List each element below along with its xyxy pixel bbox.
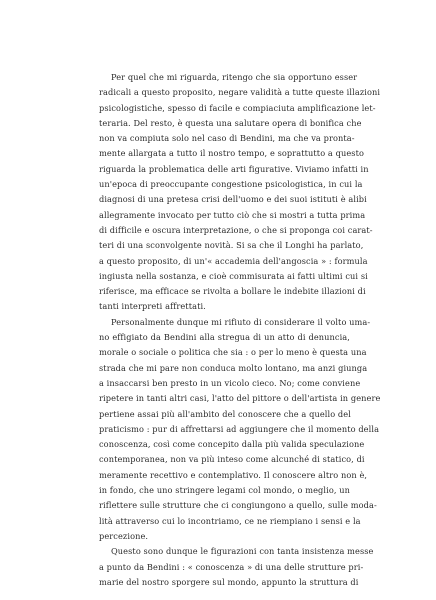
text-line: Per quel che mi riguarda, ritengo che sia opportuno esser [111,72,358,82]
text-line: a questo proposito, di un'« accademia dell'angoscia » : formula [99,255,368,266]
text-line: teraria. Del resto, è questa una salutare opera di bonifica che [99,117,362,128]
text-line: teri di una sconvolgente novità. Si sa che il Longhi ha parlato, [99,240,364,251]
text-line: ingiusta nella sostanza, e cioè commisurata ai fatti ultimi cui si [99,270,368,281]
text-line: meramente recettivo e contemplativo. Il conoscere altro non è, [99,469,368,480]
text-line: tanti interpreti affrettati. [99,301,206,312]
text-line: di difficile e oscura interpretazione, o che si proponga coi carat- [99,224,373,235]
body-text [99,70,381,590]
text-line: morale o sociale o politica che sia : o per lo meno è questa una [99,347,367,358]
text-line: praticismo : pur di affrettarsi ad aggiungere che il momento della [99,423,380,434]
text-line: Personalmente dunque mi rifiuto di considerare il volto uma- [111,316,371,327]
paragraph [99,544,374,590]
text-line: non va compiuta solo nel caso di Bendini, ma che va pronta- [99,133,355,144]
text-line: strada che mi pare non conduca molto lontano, ma anzi giunga [99,362,368,373]
text-line: allegramente invocato per tutto ciò che si mostri a tutta prima [99,209,366,220]
text-line: a insaccarsi ben presto in un vicolo cieco. No; come conviene [99,377,361,388]
text-line: pertiene assai più all'ambito del conoscere che a quello del [99,408,351,419]
text-line: in fondo, che uno stringere legami col mondo, o meglio, un [99,485,350,496]
paragraph [99,70,381,315]
text-line: mente allargata a tutto il nostro tempo, e soprattutto a questo [99,148,364,159]
text-line: Questo sono dunque le figurazioni con tanta insistenza messe [111,546,374,557]
text-line: diagnosi di una pretesa crisi dell'uomo e dei suoi istituti è alibi [99,194,367,205]
text-line: riflettere sulle strutture che ci congiungono a quello, sulle moda- [99,500,377,511]
paragraph [99,315,381,544]
text-line: ripetere in tanti altri casi, l'atto del pittore o dell'artista in genere [99,393,381,404]
text-line: contemporanea, non va più inteso come alcunché di statico, di [99,454,365,465]
text-line: radicali a questo proposito, negare validità a tutte queste illazioni [99,87,381,98]
text-line: un'epoca di preoccupante congestione psicologistica, in cui la [99,179,363,190]
text-line: riferisce, ma efficace se rivolta a bollare le indebite illazioni di [99,286,366,297]
text-line: psicologistiche, spesso di facile e compiaciuta amplificazione let- [99,102,376,113]
text-line: marie del nostro sporgere sul mondo, appunto la struttura di [99,576,359,587]
text-line: conoscenza, così come concepito dalla più valida speculazione [99,439,365,450]
text-line: a punto da Bendini : « conoscenza » di una delle strutture pri- [99,561,364,572]
text-line: riguarda la problematica delle arti figurative. Viviamo infatti in [99,163,369,174]
text-line: lità attraverso cui lo incontriamo, ce ne riempiano i sensi e la [99,515,361,526]
text-line: percezione. [99,530,149,541]
text-line: no effigiato da Bendini alla stregua di un atto di denuncia, [99,332,350,343]
